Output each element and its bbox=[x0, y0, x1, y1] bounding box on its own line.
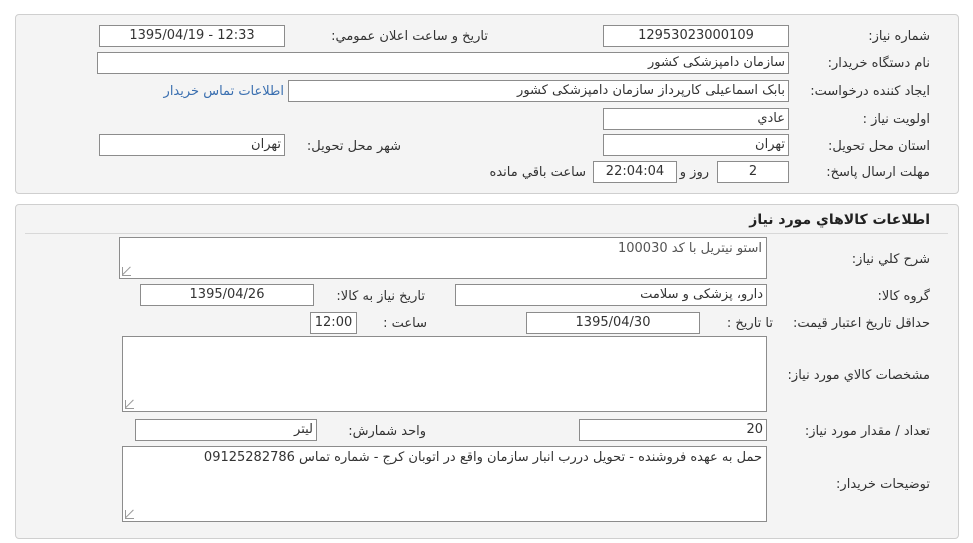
price-validity-label: حداقل تاريخ اعتبار قيمت: bbox=[792, 316, 930, 331]
days-left-field[interactable]: 2 bbox=[717, 161, 789, 183]
time-left-field[interactable]: 22:04:04 bbox=[593, 161, 677, 183]
summary-textarea[interactable] bbox=[119, 237, 767, 279]
resize-grip-icon[interactable] bbox=[125, 510, 134, 519]
priority-field[interactable]: عادي bbox=[603, 108, 789, 130]
need-date-field[interactable]: 1395/04/26 bbox=[140, 284, 314, 306]
announce-datetime-field[interactable]: 1395/04/19 - 12:33 bbox=[99, 25, 285, 47]
announce-datetime-label: تاريخ و ساعت اعلان عمومي: bbox=[331, 29, 488, 44]
days-unit-label: روز و bbox=[679, 165, 709, 180]
goods-group-field[interactable]: دارو، پزشکی و سلامت bbox=[455, 284, 767, 306]
priority-label: اولويت نياز : bbox=[862, 112, 930, 127]
goods-section-title: اطلاعات کالاهاي مورد نياز bbox=[749, 212, 930, 228]
quantity-field[interactable]: 20 bbox=[579, 419, 767, 441]
time-left-unit-label: ساعت باقي مانده bbox=[489, 165, 586, 180]
buyer-notes-textarea[interactable] bbox=[122, 446, 767, 522]
need-date-label: تاريخ نياز به کالا: bbox=[336, 289, 425, 304]
count-unit-field[interactable]: ليتر bbox=[135, 419, 317, 441]
until-date-label: تا تاريخ : bbox=[726, 316, 773, 331]
delivery-city-field[interactable]: تهران bbox=[99, 134, 285, 156]
quantity-label: تعداد / مقدار مورد نياز: bbox=[804, 424, 930, 439]
specs-label: مشخصات کالاي مورد نياز: bbox=[787, 368, 930, 383]
delivery-city-label: شهر محل تحويل: bbox=[306, 139, 401, 154]
goods-group-label: گروه کالا: bbox=[877, 289, 930, 304]
response-deadline-label: مهلت ارسال پاسخ: bbox=[826, 165, 930, 180]
summary-label: شرح کلي نياز: bbox=[851, 252, 930, 267]
delivery-province-field[interactable]: تهران bbox=[603, 134, 789, 156]
buyer-notes-text: حمل به عهده فروشنده - تحويل دررب انبار سازمان واقع در اتوبان کرج - شماره تماس 09125282786 bbox=[203, 450, 762, 465]
need-number-field[interactable]: 12953023000109 bbox=[603, 25, 789, 47]
section-divider bbox=[25, 233, 948, 234]
buyer-org-field[interactable]: سازمان دامپزشکی کشور bbox=[97, 52, 789, 74]
time-label: ساعت : bbox=[383, 316, 427, 331]
summary-text: استو نیتریل با کد 100030 bbox=[617, 241, 762, 256]
requester-field[interactable]: بابک اسماعیلی کارپرداز سازمان دامپزشکی کشور bbox=[288, 80, 789, 102]
buyer-notes-label: توضيحات خريدار: bbox=[836, 477, 930, 492]
specs-textarea[interactable] bbox=[122, 336, 767, 412]
resize-grip-icon[interactable] bbox=[125, 400, 134, 409]
buyer-contact-link[interactable]: اطلاعات تماس خريدار bbox=[163, 84, 284, 99]
time-field[interactable]: 12:00 bbox=[310, 312, 357, 334]
delivery-province-label: استان محل تحويل: bbox=[828, 139, 930, 154]
resize-grip-icon[interactable] bbox=[122, 267, 131, 276]
until-date-field[interactable]: 1395/04/30 bbox=[526, 312, 700, 334]
count-unit-label: واحد شمارش: bbox=[348, 424, 426, 439]
requester-label: ايجاد کننده درخواست: bbox=[810, 84, 930, 99]
buyer-org-label: نام دستگاه خريدار: bbox=[827, 56, 930, 71]
need-number-label: شماره نياز: bbox=[868, 29, 930, 44]
